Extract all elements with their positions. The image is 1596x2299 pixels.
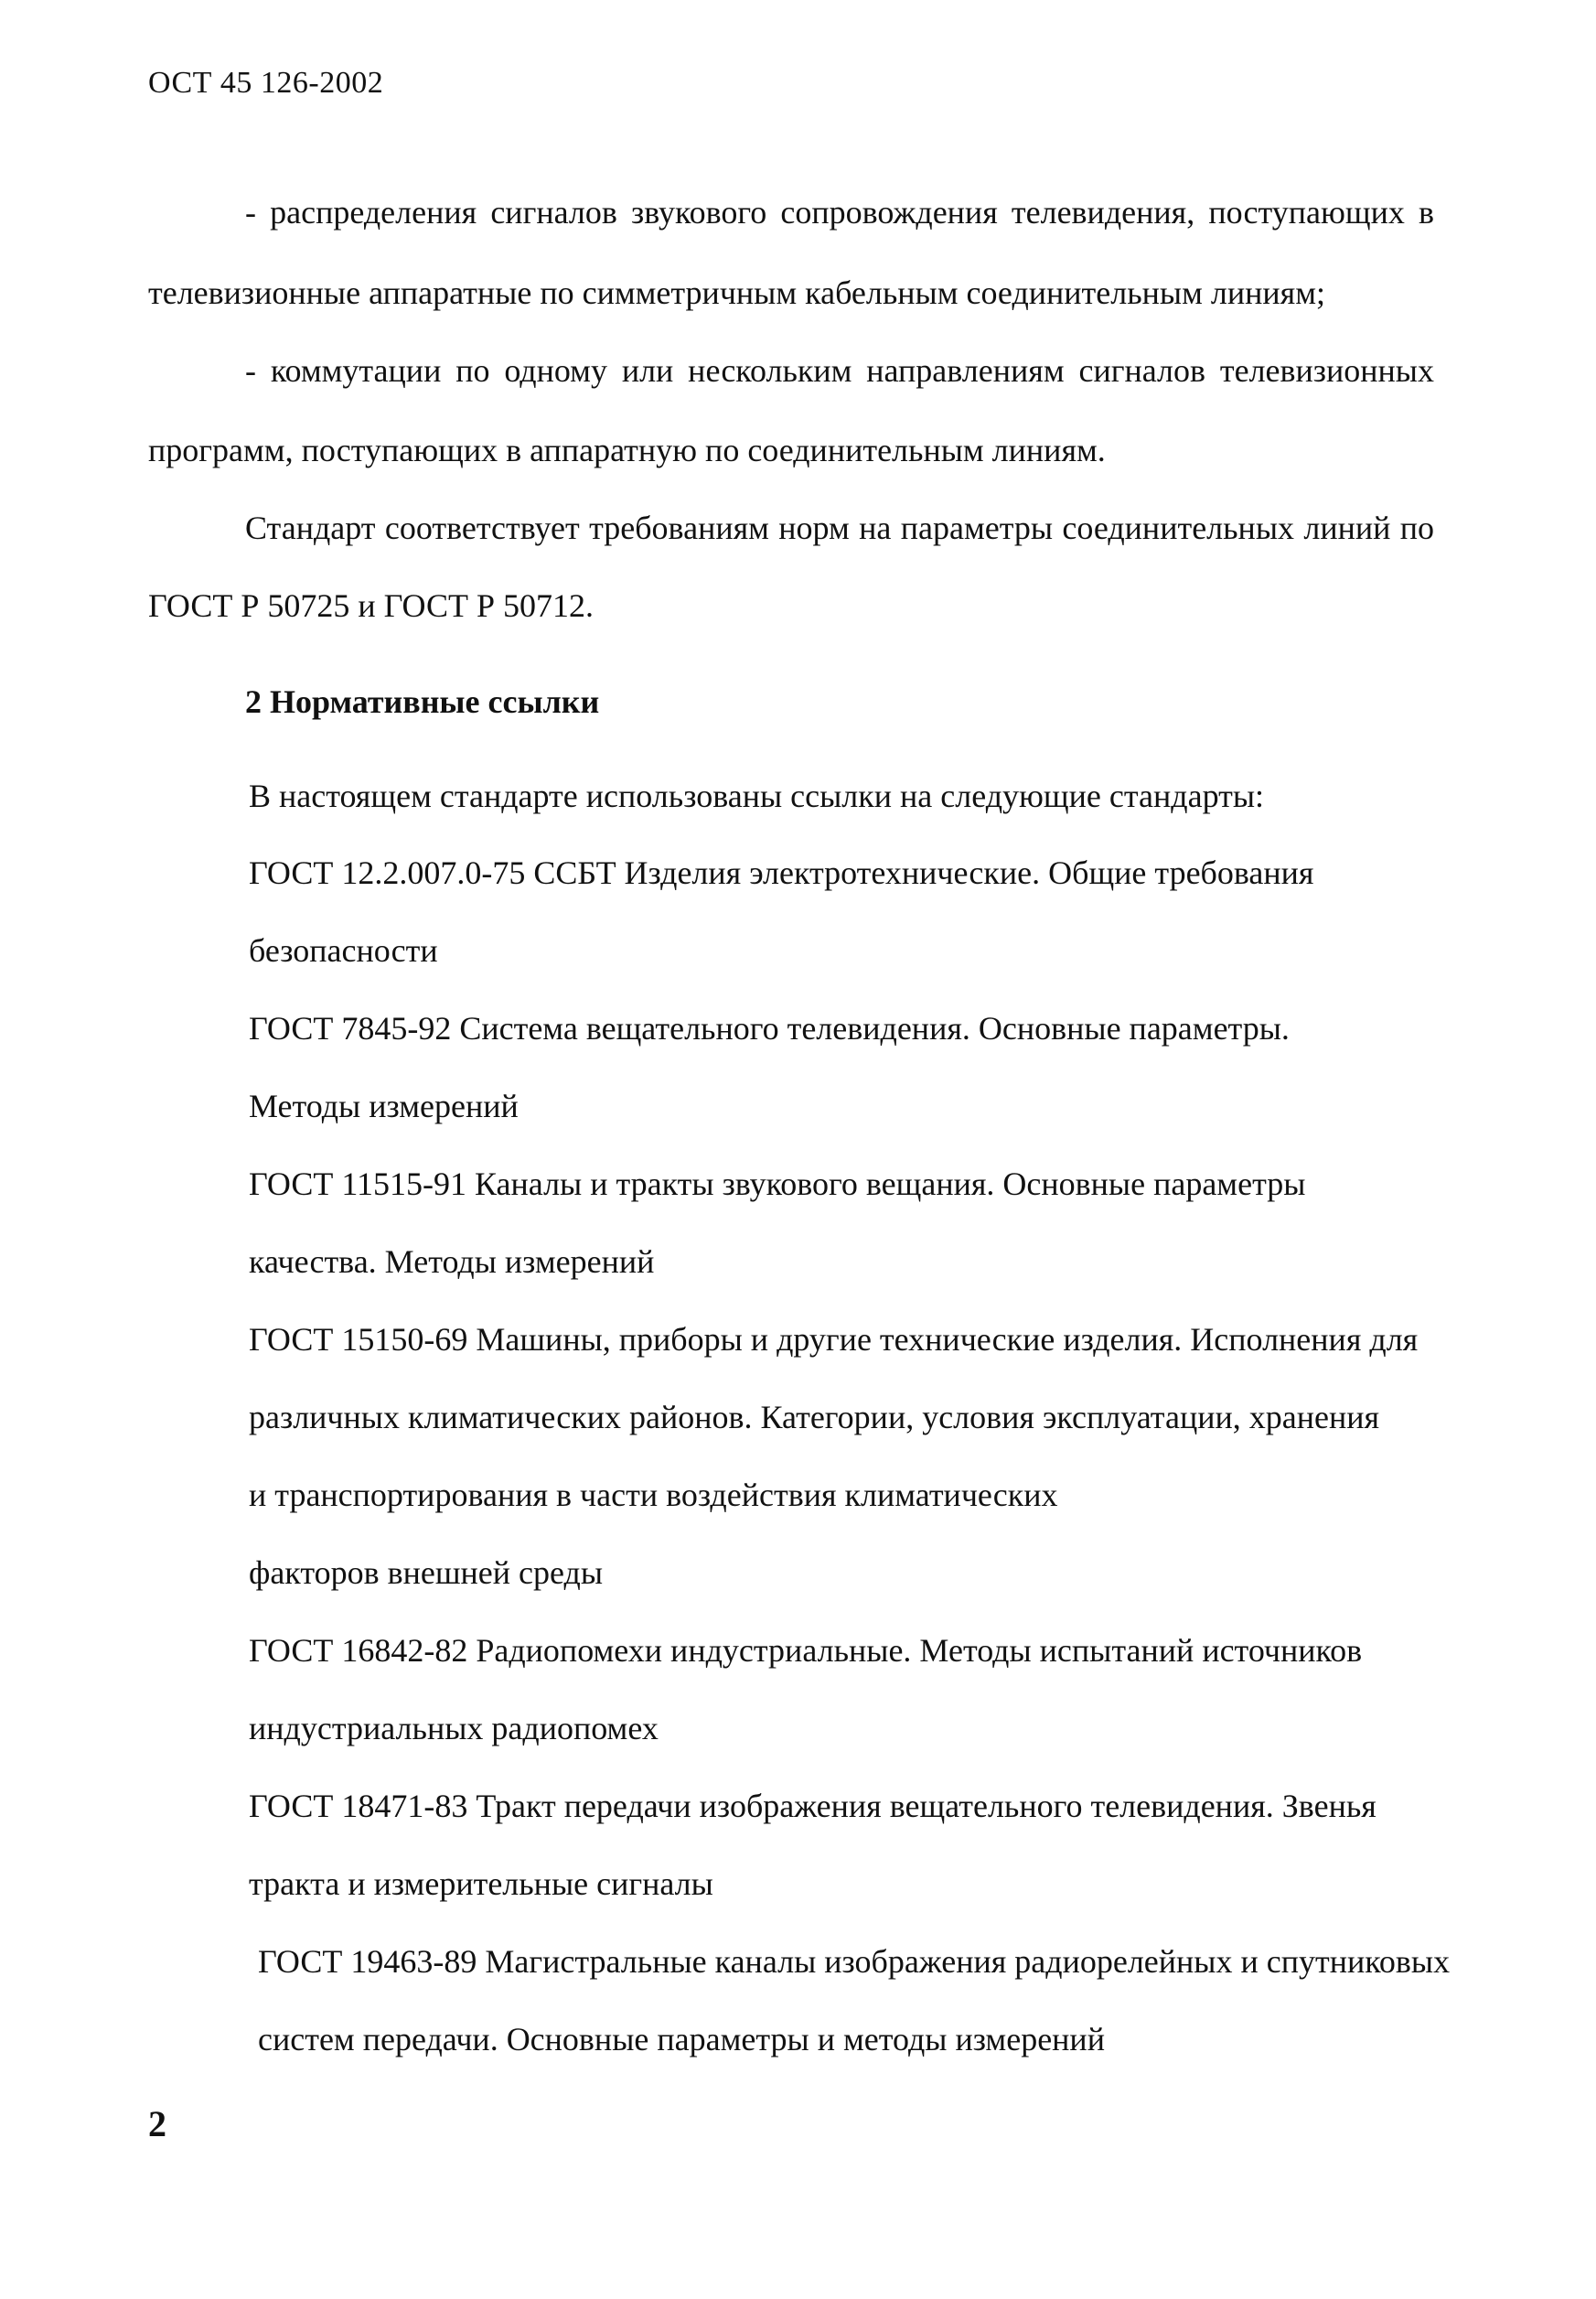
ref-gost-16842-line1: ГОСТ 16842-82 Радиопомехи индустриальные. Методы испытаний источников: [249, 1632, 1363, 1669]
section-heading: 2 Нормативные ссылки: [245, 683, 600, 720]
ref-gost-15150-line2: различных климатических районов. Категории, условия эксплуатации, хранения: [249, 1399, 1380, 1435]
standard-line1: Стандарт соответствует требованиям норм на параметры соединительных линий по: [245, 510, 1434, 546]
ref-gost-15150-line4: факторов внешней среды: [249, 1554, 604, 1591]
standard-line2: ГОСТ Р 50725 и ГОСТ Р 50712.: [148, 587, 594, 624]
ref-gost-15150-line1: ГОСТ 15150-69 Машины, приборы и другие технические изделия. Исполнения для: [249, 1321, 1419, 1358]
ref-gost-7845-line1: ГОСТ 7845-92 Система вещательного телевидения. Основные параметры.: [249, 1010, 1290, 1047]
item1-line2: телевизионные аппаратные по симметричным кабельным соединительным линиям;: [148, 274, 1325, 311]
ref-gost-12-line2: безопасности: [249, 932, 438, 969]
ref-gost-18471-line2: тракта и измерительные сигналы: [249, 1865, 713, 1902]
item2-line2: программ, поступающих в аппаратную по соединительным линиям.: [148, 432, 1106, 468]
ref-gost-7845-line2: Методы измерений: [249, 1088, 519, 1124]
ref-gost-16842-line2: индустриальных радиопомех: [249, 1710, 659, 1746]
ref-gost-15150-line3: и транспортирования в части воздействия климатических: [249, 1477, 1058, 1513]
ref-gost-18471-line1: ГОСТ 18471-83 Тракт передачи изображения вещательного телевидения. Звенья: [249, 1788, 1376, 1824]
ref-gost-11515-line2: качества. Методы измерений: [249, 1243, 655, 1280]
section-intro: В настоящем стандарте использованы ссылки на следующие стандарты:: [249, 778, 1265, 814]
ref-gost-19463-line1: ГОСТ 19463-89 Магистральные каналы изображения радиорелейных и спутниковых: [258, 1943, 1451, 1980]
document-code-header: ОСТ 45 126-2002: [148, 66, 384, 100]
ref-gost-11515-line1: ГОСТ 11515-91 Каналы и тракты звукового вещания. Основные параметры: [249, 1166, 1306, 1202]
ref-gost-12-line1: ГОСТ 12.2.007.0-75 ССБТ Изделия электротехнические. Общие требования: [249, 854, 1314, 891]
item2-line1: - коммутации по одному или нескольким направлениям сигналов телевизионных: [245, 352, 1434, 389]
item1-line1: - распределения сигналов звукового сопровождения телевидения, поступающих в: [245, 194, 1434, 231]
page-number: 2: [148, 2103, 166, 2144]
ref-gost-19463-line2: систем передачи. Основные параметры и методы измерений: [258, 2021, 1105, 2057]
